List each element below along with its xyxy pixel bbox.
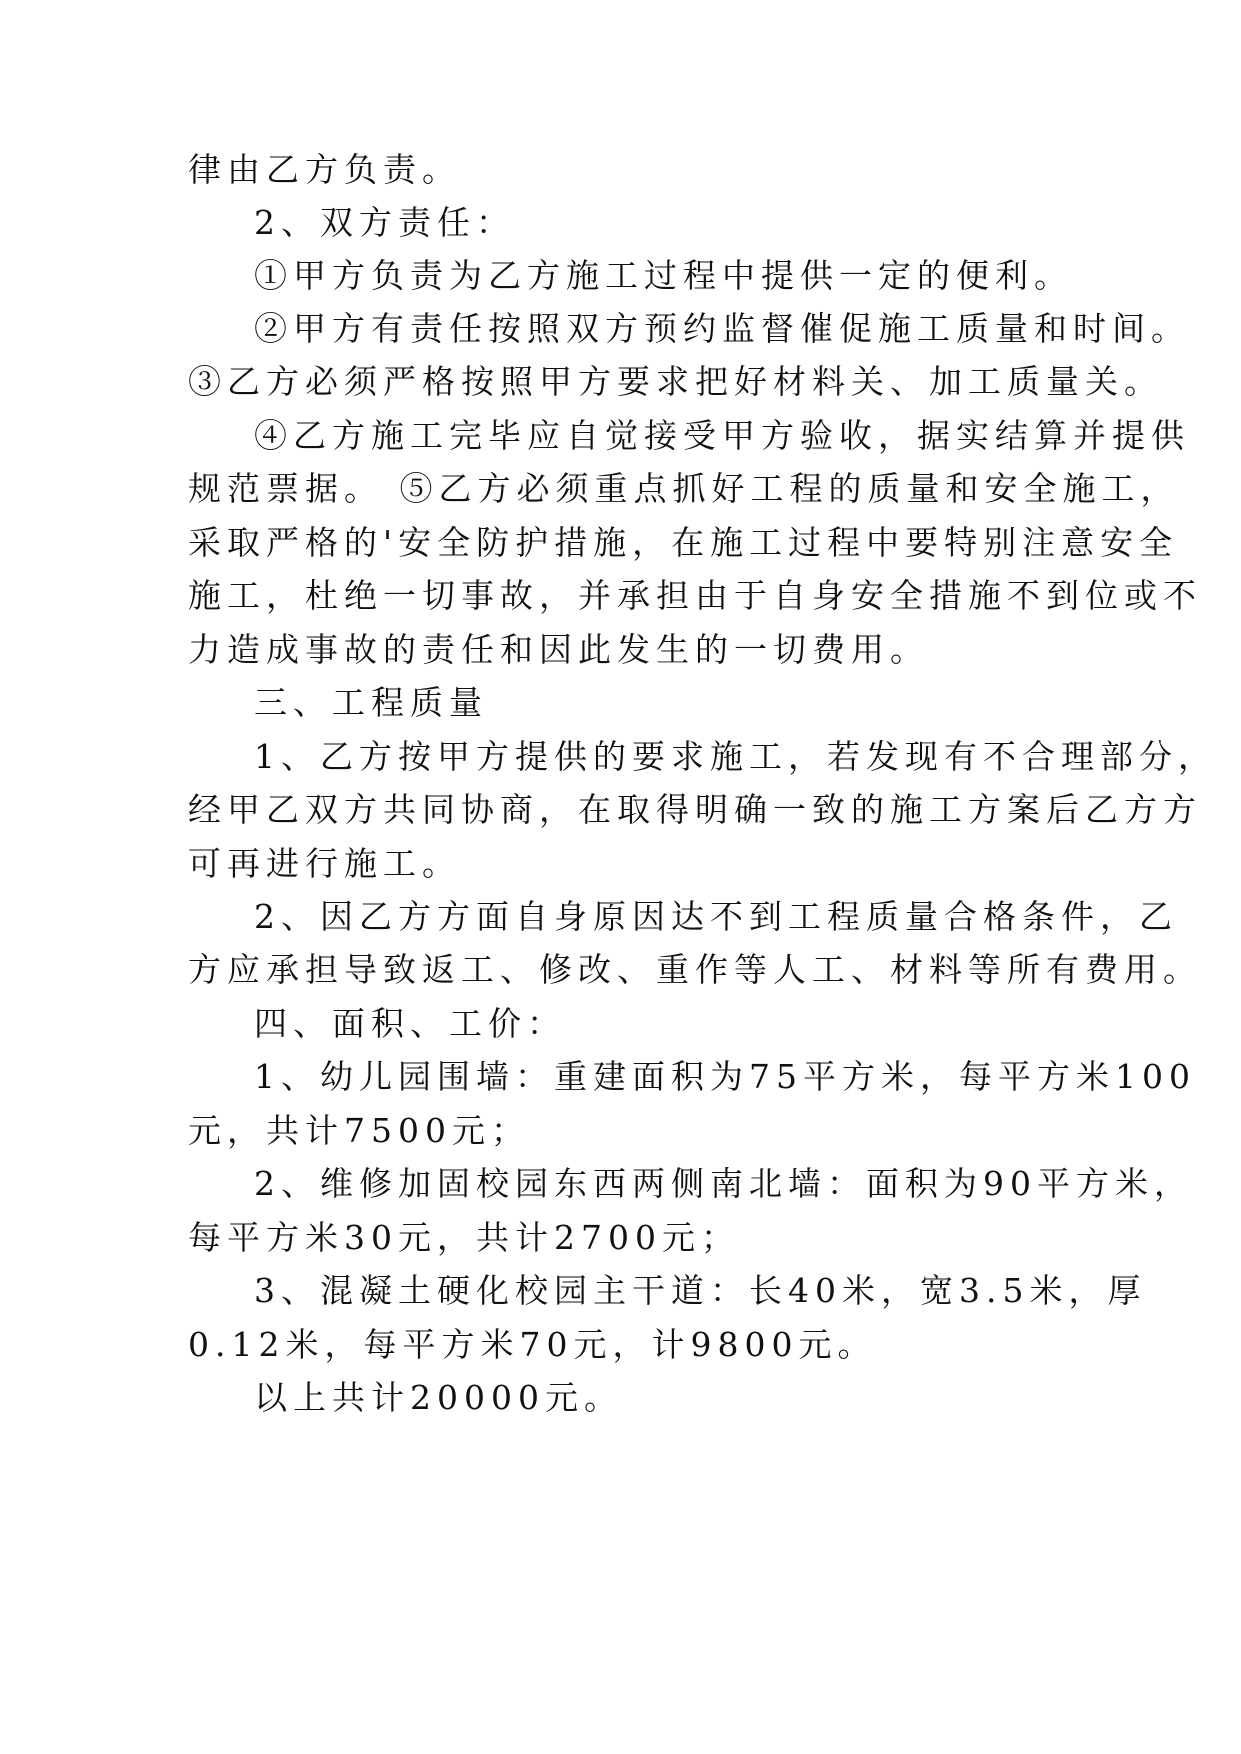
text-line: 1、乙方按甲方提供的要求施工，若发现有不合理部分， xyxy=(254,737,1217,776)
text-line: 0.12米，每平方米70元，计9800元。 xyxy=(188,1325,877,1364)
section-heading: 四、面积、工价： xyxy=(254,1004,566,1043)
text-line: 经甲乙双方共同协商，在取得明确一致的施工方案后乙方方 xyxy=(188,790,1202,829)
text-line: 元，共计7500元； xyxy=(188,1111,530,1150)
text-line: 可再进行施工。 xyxy=(188,844,461,883)
text-line: 律由乙方负责。 xyxy=(188,150,461,189)
text-line: 力造成事故的责任和因此发生的一切费用。 xyxy=(188,630,929,669)
text-line: 采取严格的'安全防护措施，在施工过程中要特别注意安全 xyxy=(188,523,1179,562)
text-line: ②甲方有责任按照双方预约监督催促施工质量和时间。 xyxy=(254,309,1190,348)
text-line: 2、双方责任： xyxy=(254,203,515,242)
text-line: 3、混凝土硬化校园主干道：长40米，宽3.5米，厚 xyxy=(254,1271,1147,1310)
text-line: 施工，杜绝一切事故，并承担由于自身安全措施不到位或不 xyxy=(188,576,1202,615)
text-line: 以上共计20000元。 xyxy=(254,1378,623,1417)
text-line: 每平方米30元，共计2700元； xyxy=(188,1218,740,1257)
text-line: 2、维修加固校园东西两侧南北墙：面积为90平方米， xyxy=(254,1164,1193,1203)
text-line: ③乙方必须严格按照甲方要求把好材料关、加工质量关。 xyxy=(188,362,1163,401)
text-line: 方应承担导致返工、修改、重作等人工、材料等所有费用。 xyxy=(188,950,1202,989)
text-line: 2、因乙方方面自身原因达不到工程质量合格条件，乙 xyxy=(254,897,1178,936)
text-line: ①甲方负责为乙方施工过程中提供一定的便利。 xyxy=(254,256,1073,295)
text-line: ④乙方施工完毕应自觉接受甲方验收，据实结算并提供 xyxy=(254,416,1190,455)
section-heading: 三、工程质量 xyxy=(254,683,488,722)
text-line: 规范票据。 ⑤乙方必须重点抓好工程的质量和安全施工， xyxy=(188,469,1180,508)
text-line: 1、幼儿园围墙：重建面积为75平方米，每平方米100 xyxy=(254,1057,1196,1096)
